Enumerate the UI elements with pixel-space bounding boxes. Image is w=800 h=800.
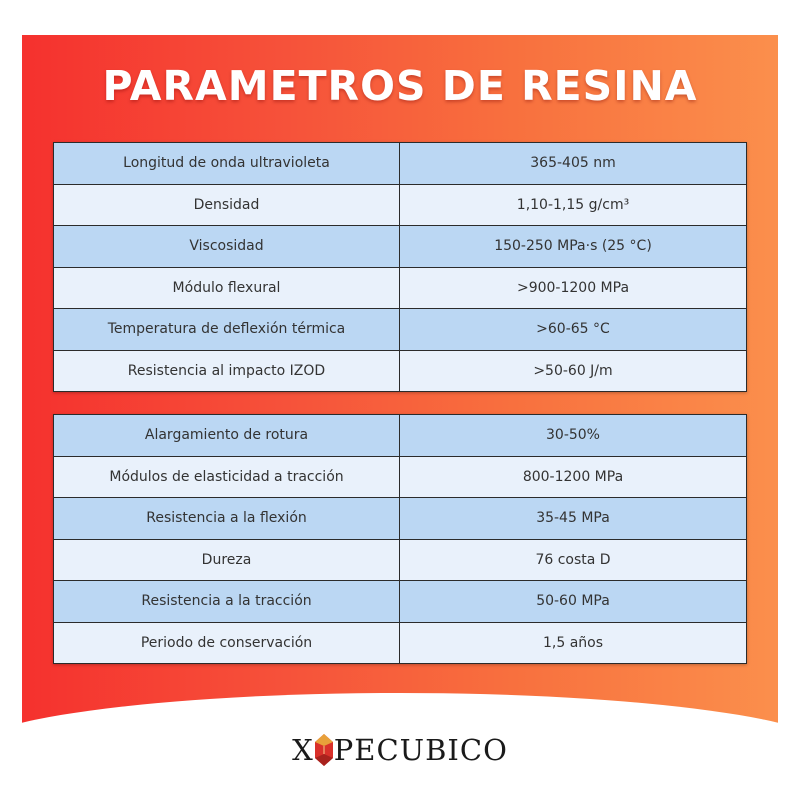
table-row — [54, 226, 747, 268]
parameter-name: Dureza — [54, 539, 400, 581]
parameter-name: Viscosidad — [54, 226, 400, 268]
parameter-value: >900-1200 MPa — [400, 267, 747, 309]
gem-icon — [315, 734, 333, 766]
parameter-value: 1,10-1,15 g/cm³ — [400, 184, 747, 226]
banner-card — [22, 35, 778, 800]
parameter-name: Alargamiento de rotura — [54, 415, 400, 457]
table-row — [54, 581, 747, 623]
table-row — [54, 415, 747, 457]
table-row — [54, 456, 747, 498]
parameter-value: 800-1200 MPa — [400, 456, 747, 498]
parameter-value: 30-50% — [400, 415, 747, 457]
table-row — [54, 309, 747, 351]
page-title: PARAMETROS DE RESINA — [102, 62, 698, 110]
parameter-value: 76 costa D — [400, 539, 747, 581]
table-row — [54, 184, 747, 226]
parameter-name: Resistencia a la flexión — [54, 498, 400, 540]
parameter-name: Longitud de onda ultravioleta — [54, 143, 400, 185]
table-row — [54, 350, 747, 392]
parameter-value: 50-60 MPa — [400, 581, 747, 623]
table-row — [54, 539, 747, 581]
parameter-value: 365-405 nm — [400, 143, 747, 185]
table-row — [54, 143, 747, 185]
table-row — [54, 267, 747, 309]
parameter-value: 1,5 años — [400, 622, 747, 664]
parameter-name: Resistencia al impacto IZOD — [54, 350, 400, 392]
parameter-name: Módulo flexural — [54, 267, 400, 309]
parameter-name: Densidad — [54, 184, 400, 226]
parameter-name: Resistencia a la tracción — [54, 581, 400, 623]
resin-parameters-table-1 — [53, 142, 747, 392]
logo-text-left: X — [292, 733, 314, 767]
parameter-name: Módulos de elasticidad a tracción — [54, 456, 400, 498]
logo-text-right: PECUBICO — [333, 733, 508, 767]
table-row — [54, 622, 747, 664]
parameter-value: >50-60 J/m — [400, 350, 747, 392]
parameter-value: 35-45 MPa — [400, 498, 747, 540]
table-row — [54, 498, 747, 540]
parameter-name: Temperatura de deflexión térmica — [54, 309, 400, 351]
parameter-value: 150-250 MPa·s (25 °C) — [400, 226, 747, 268]
resin-parameters-table-2 — [53, 414, 747, 664]
brand-logo — [0, 733, 800, 767]
parameter-value: >60-65 °C — [400, 309, 747, 351]
parameter-name: Periodo de conservación — [54, 622, 400, 664]
